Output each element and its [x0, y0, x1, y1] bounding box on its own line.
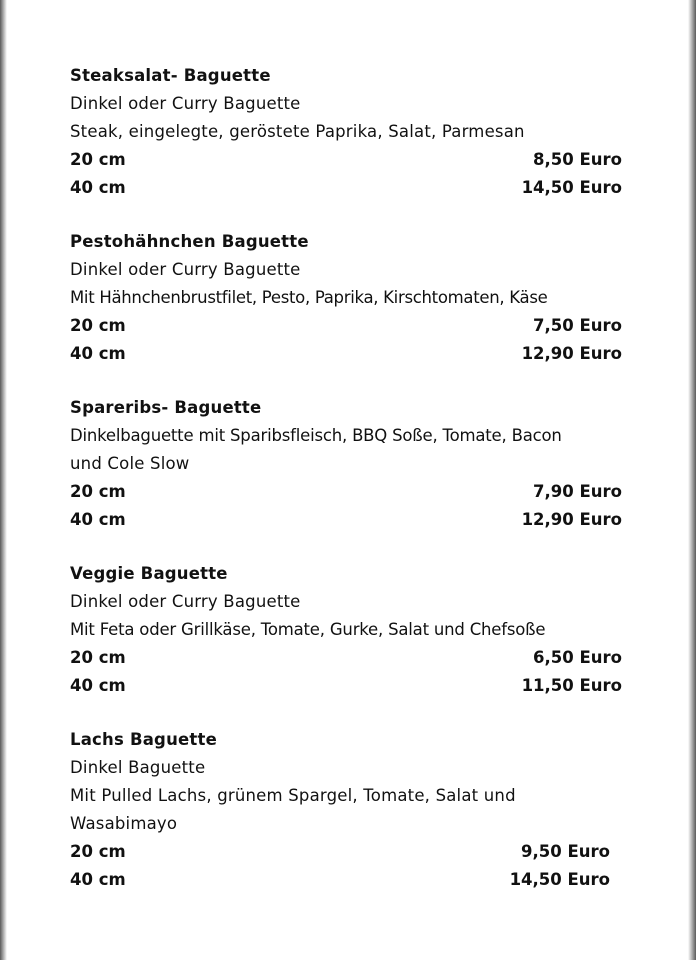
item-description: Mit Hähnchenbrustfilet, Pesto, Paprika, Kirschtomaten, Käse: [70, 288, 548, 307]
price-value: 11,50 Euro: [521, 676, 622, 695]
item-description: Dinkel oder Curry Baguette: [70, 94, 301, 113]
item-description: Wasabimayo: [70, 814, 178, 833]
price-value: 12,90 Euro: [521, 344, 622, 363]
size-label: 40 cm: [70, 510, 126, 529]
price-value: 6,50 Euro: [533, 648, 622, 667]
item-description: und Cole Slow: [70, 454, 190, 473]
price-row: [70, 672, 622, 700]
item-description: Dinkel oder Curry Baguette: [70, 592, 301, 611]
menu-item-steaksalat: [70, 62, 622, 202]
size-label: 40 cm: [70, 870, 126, 889]
item-description: Steak, eingelegte, geröstete Paprika, Salat, Parmesan: [70, 122, 525, 141]
price-row: [70, 866, 610, 894]
item-title: Lachs Baguette: [70, 730, 217, 749]
price-row: [70, 838, 610, 866]
size-label: 40 cm: [70, 344, 126, 363]
item-title: Steaksalat- Baguette: [70, 66, 271, 85]
price-row: [70, 174, 622, 202]
menu-item-pestohaehnchen: [70, 228, 622, 368]
price-row: [70, 312, 622, 340]
size-label: 40 cm: [70, 676, 126, 695]
item-description: Dinkel Baguette: [70, 758, 206, 777]
menu-page: [70, 62, 622, 920]
item-description: Mit Feta oder Grillkäse, Tomate, Gurke, Salat und Chefsoße: [70, 620, 546, 639]
price-value: 12,90 Euro: [521, 510, 622, 529]
price-row: [70, 506, 622, 534]
menu-item-spareribs: [70, 394, 622, 534]
price-row: [70, 478, 622, 506]
page-edge-left: [0, 0, 7, 960]
size-label: 20 cm: [70, 316, 126, 335]
price-value: 8,50 Euro: [533, 150, 622, 169]
price-value: 9,50 Euro: [521, 842, 610, 861]
page-edge-right: [688, 0, 696, 960]
price-value: 7,50 Euro: [533, 316, 622, 335]
item-description: Mit Pulled Lachs, grünem Spargel, Tomate, Salat und: [70, 786, 516, 805]
size-label: 20 cm: [70, 648, 126, 667]
item-title: Spareribs- Baguette: [70, 398, 262, 417]
item-description: Dinkel oder Curry Baguette: [70, 260, 301, 279]
size-label: 20 cm: [70, 842, 126, 861]
price-row: [70, 146, 622, 174]
menu-item-lachs: [70, 726, 622, 894]
size-label: 20 cm: [70, 482, 126, 501]
size-label: 40 cm: [70, 178, 126, 197]
item-title: Veggie Baguette: [70, 564, 228, 583]
price-row: [70, 340, 622, 368]
price-value: 14,50 Euro: [509, 870, 610, 889]
item-description: Dinkelbaguette mit Sparibsfleisch, BBQ Soße, Tomate, Bacon: [70, 426, 562, 445]
price-value: 14,50 Euro: [521, 178, 622, 197]
item-title: Pestohähnchen Baguette: [70, 232, 309, 251]
price-value: 7,90 Euro: [533, 482, 622, 501]
menu-item-veggie: [70, 560, 622, 700]
size-label: 20 cm: [70, 150, 126, 169]
price-row: [70, 644, 622, 672]
